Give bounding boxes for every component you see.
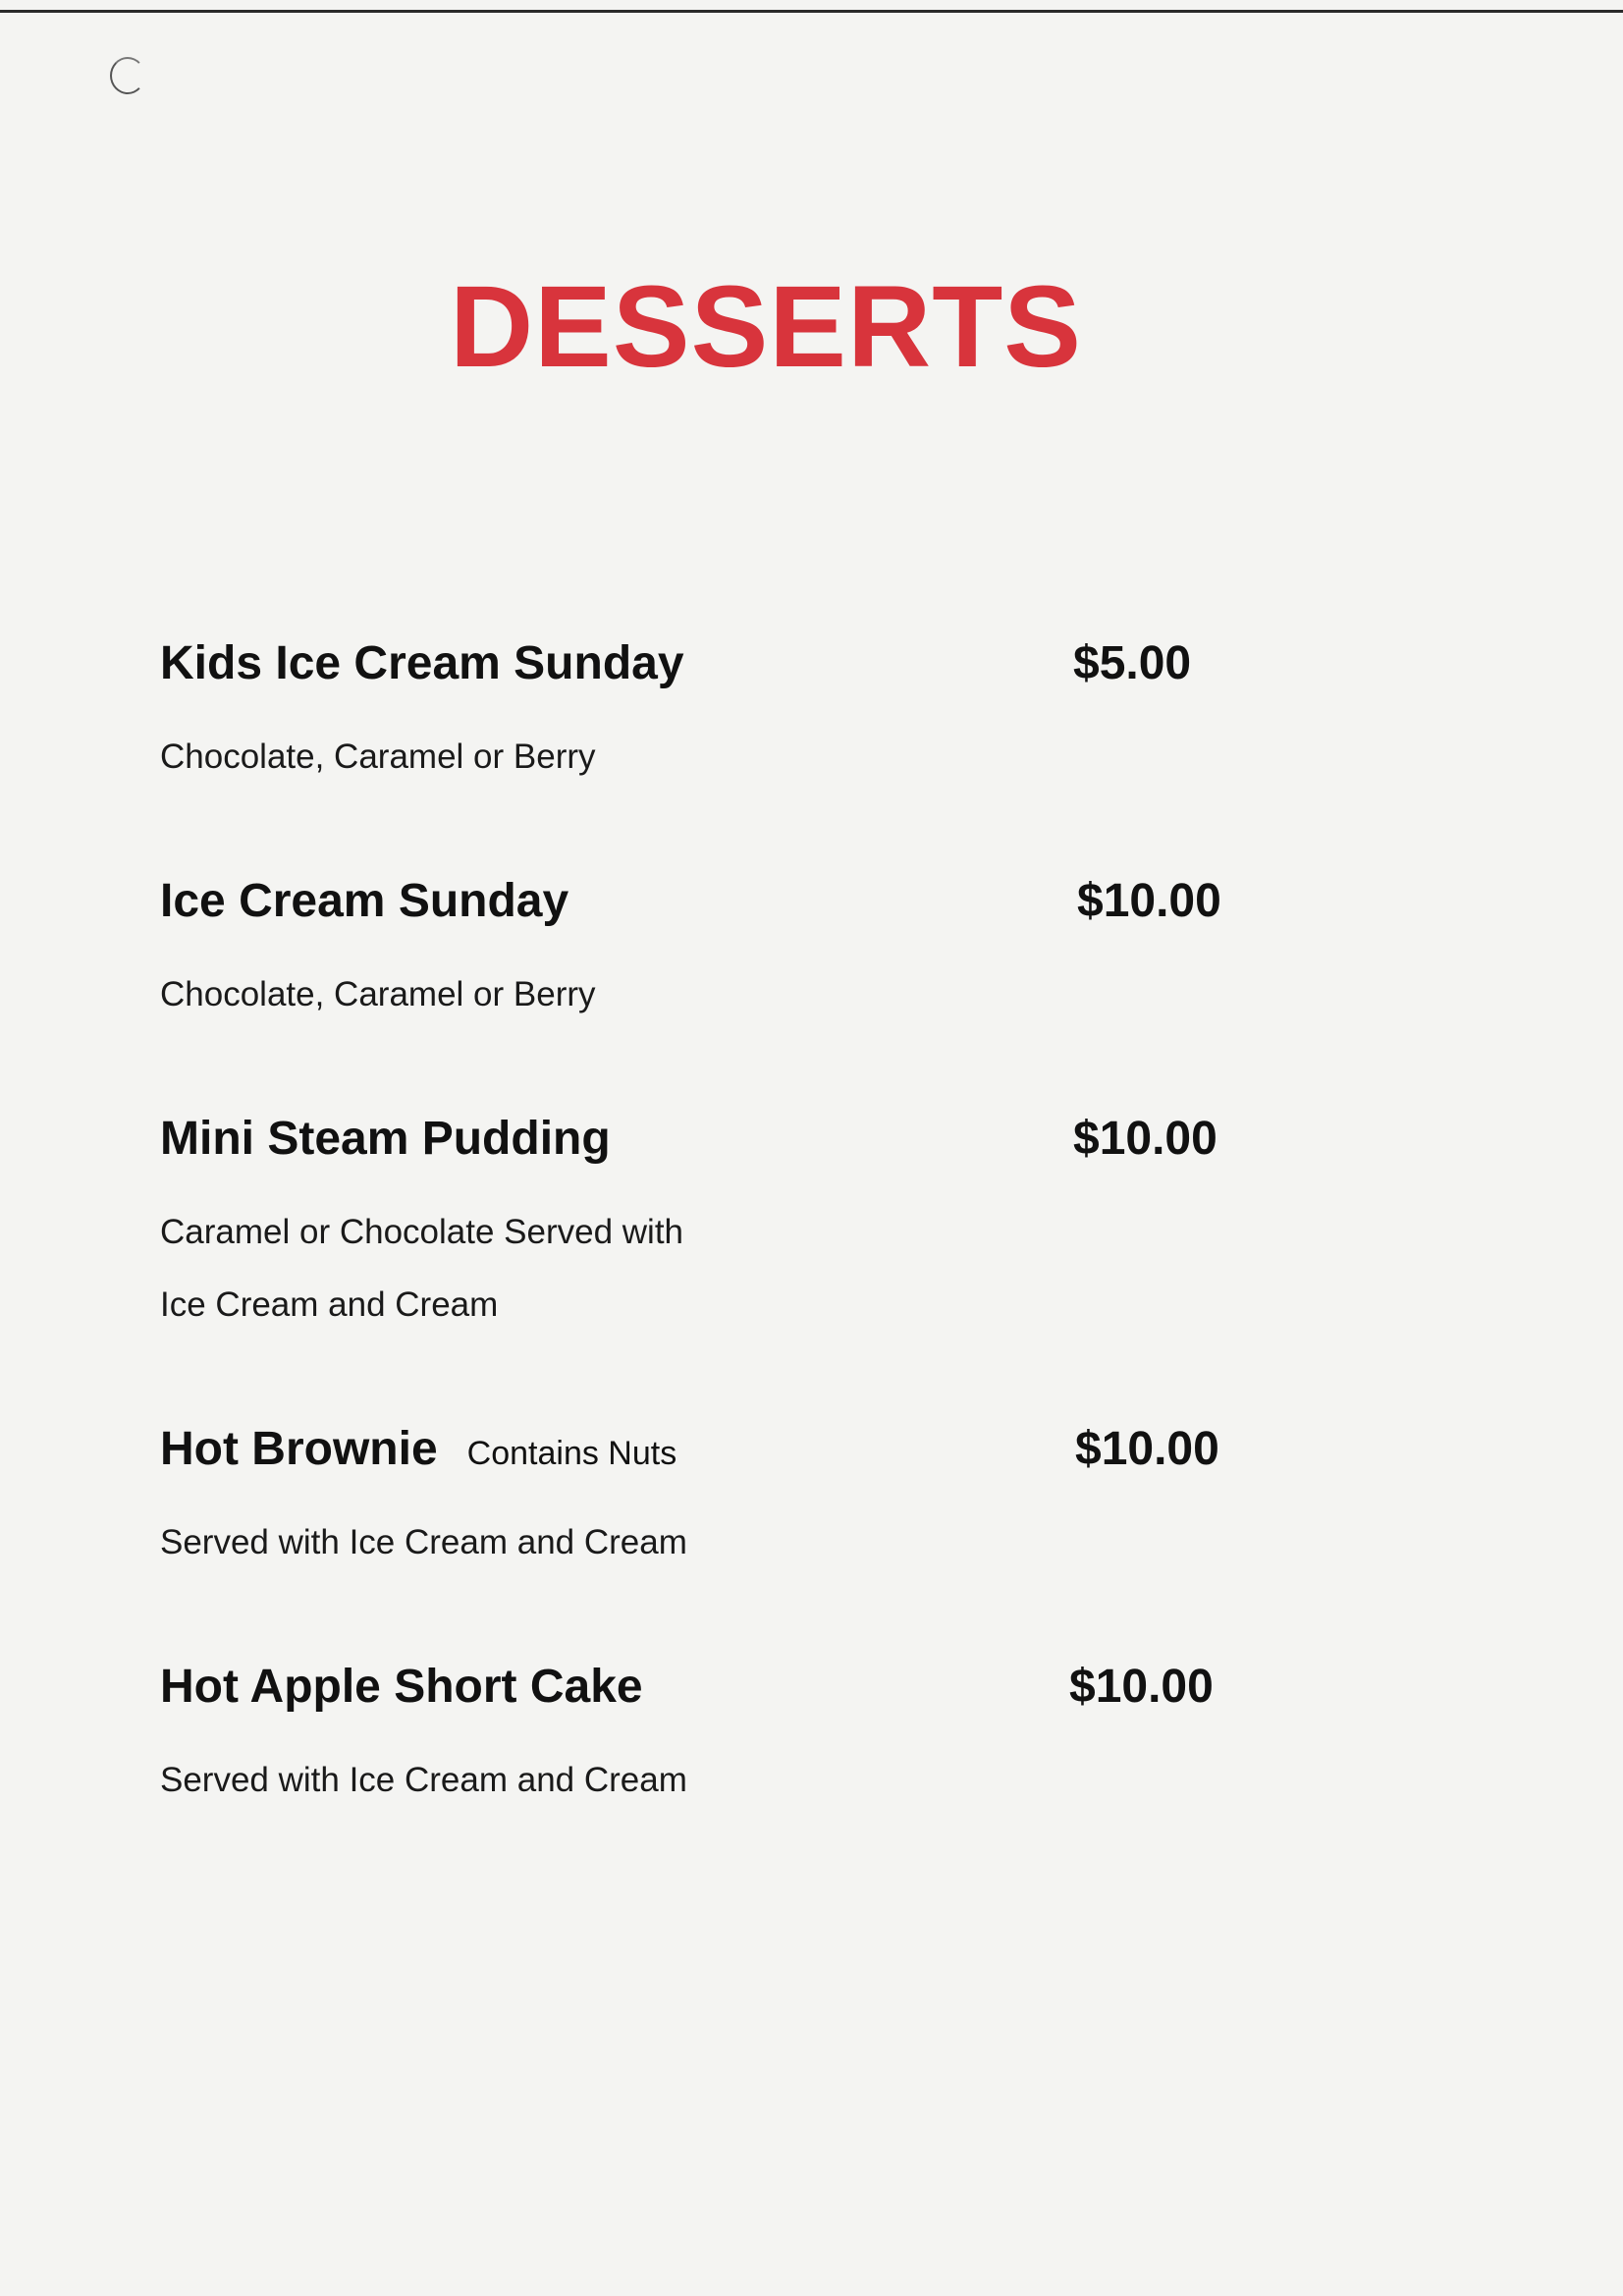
menu-item-name: Hot Apple Short Cake (160, 1661, 643, 1713)
menu-item-price: $5.00 (1073, 637, 1192, 689)
menu-item-price: $10.00 (1069, 1661, 1214, 1713)
punch-hole-mark (110, 57, 145, 94)
menu-item-name: Ice Cream Sunday (160, 875, 569, 927)
menu-item-description (160, 958, 596, 1031)
menu-item-name: Kids Ice Cream Sunday (160, 637, 684, 689)
description-line: Ice Cream and Cream (160, 1285, 499, 1324)
menu-item-price: $10.00 (1073, 1113, 1217, 1165)
menu-item-description (160, 1506, 687, 1579)
description-line: Chocolate, Caramel or Berry (160, 738, 596, 776)
description-line: Caramel or Chocolate Served with (160, 1213, 684, 1251)
menu-item-description (160, 1196, 683, 1341)
menu-item-name: Mini Steam Pudding (160, 1113, 611, 1165)
menu-item-price: $10.00 (1077, 875, 1221, 927)
page-title: DESSERTS (449, 262, 1083, 392)
description-line: Chocolate, Caramel or Berry (160, 975, 596, 1013)
menu-item-description (160, 721, 596, 793)
menu-item-allergen-note: Contains Nuts (466, 1435, 677, 1472)
menu-item-name: Hot Brownie Contains Nuts (160, 1423, 677, 1475)
description-line: Served with Ice Cream and Cream (160, 1761, 687, 1799)
top-edge-line (0, 10, 1623, 13)
description-line: Served with Ice Cream and Cream (160, 1523, 687, 1561)
menu-item-price: $10.00 (1075, 1423, 1219, 1475)
menu-item-description (160, 1744, 687, 1817)
